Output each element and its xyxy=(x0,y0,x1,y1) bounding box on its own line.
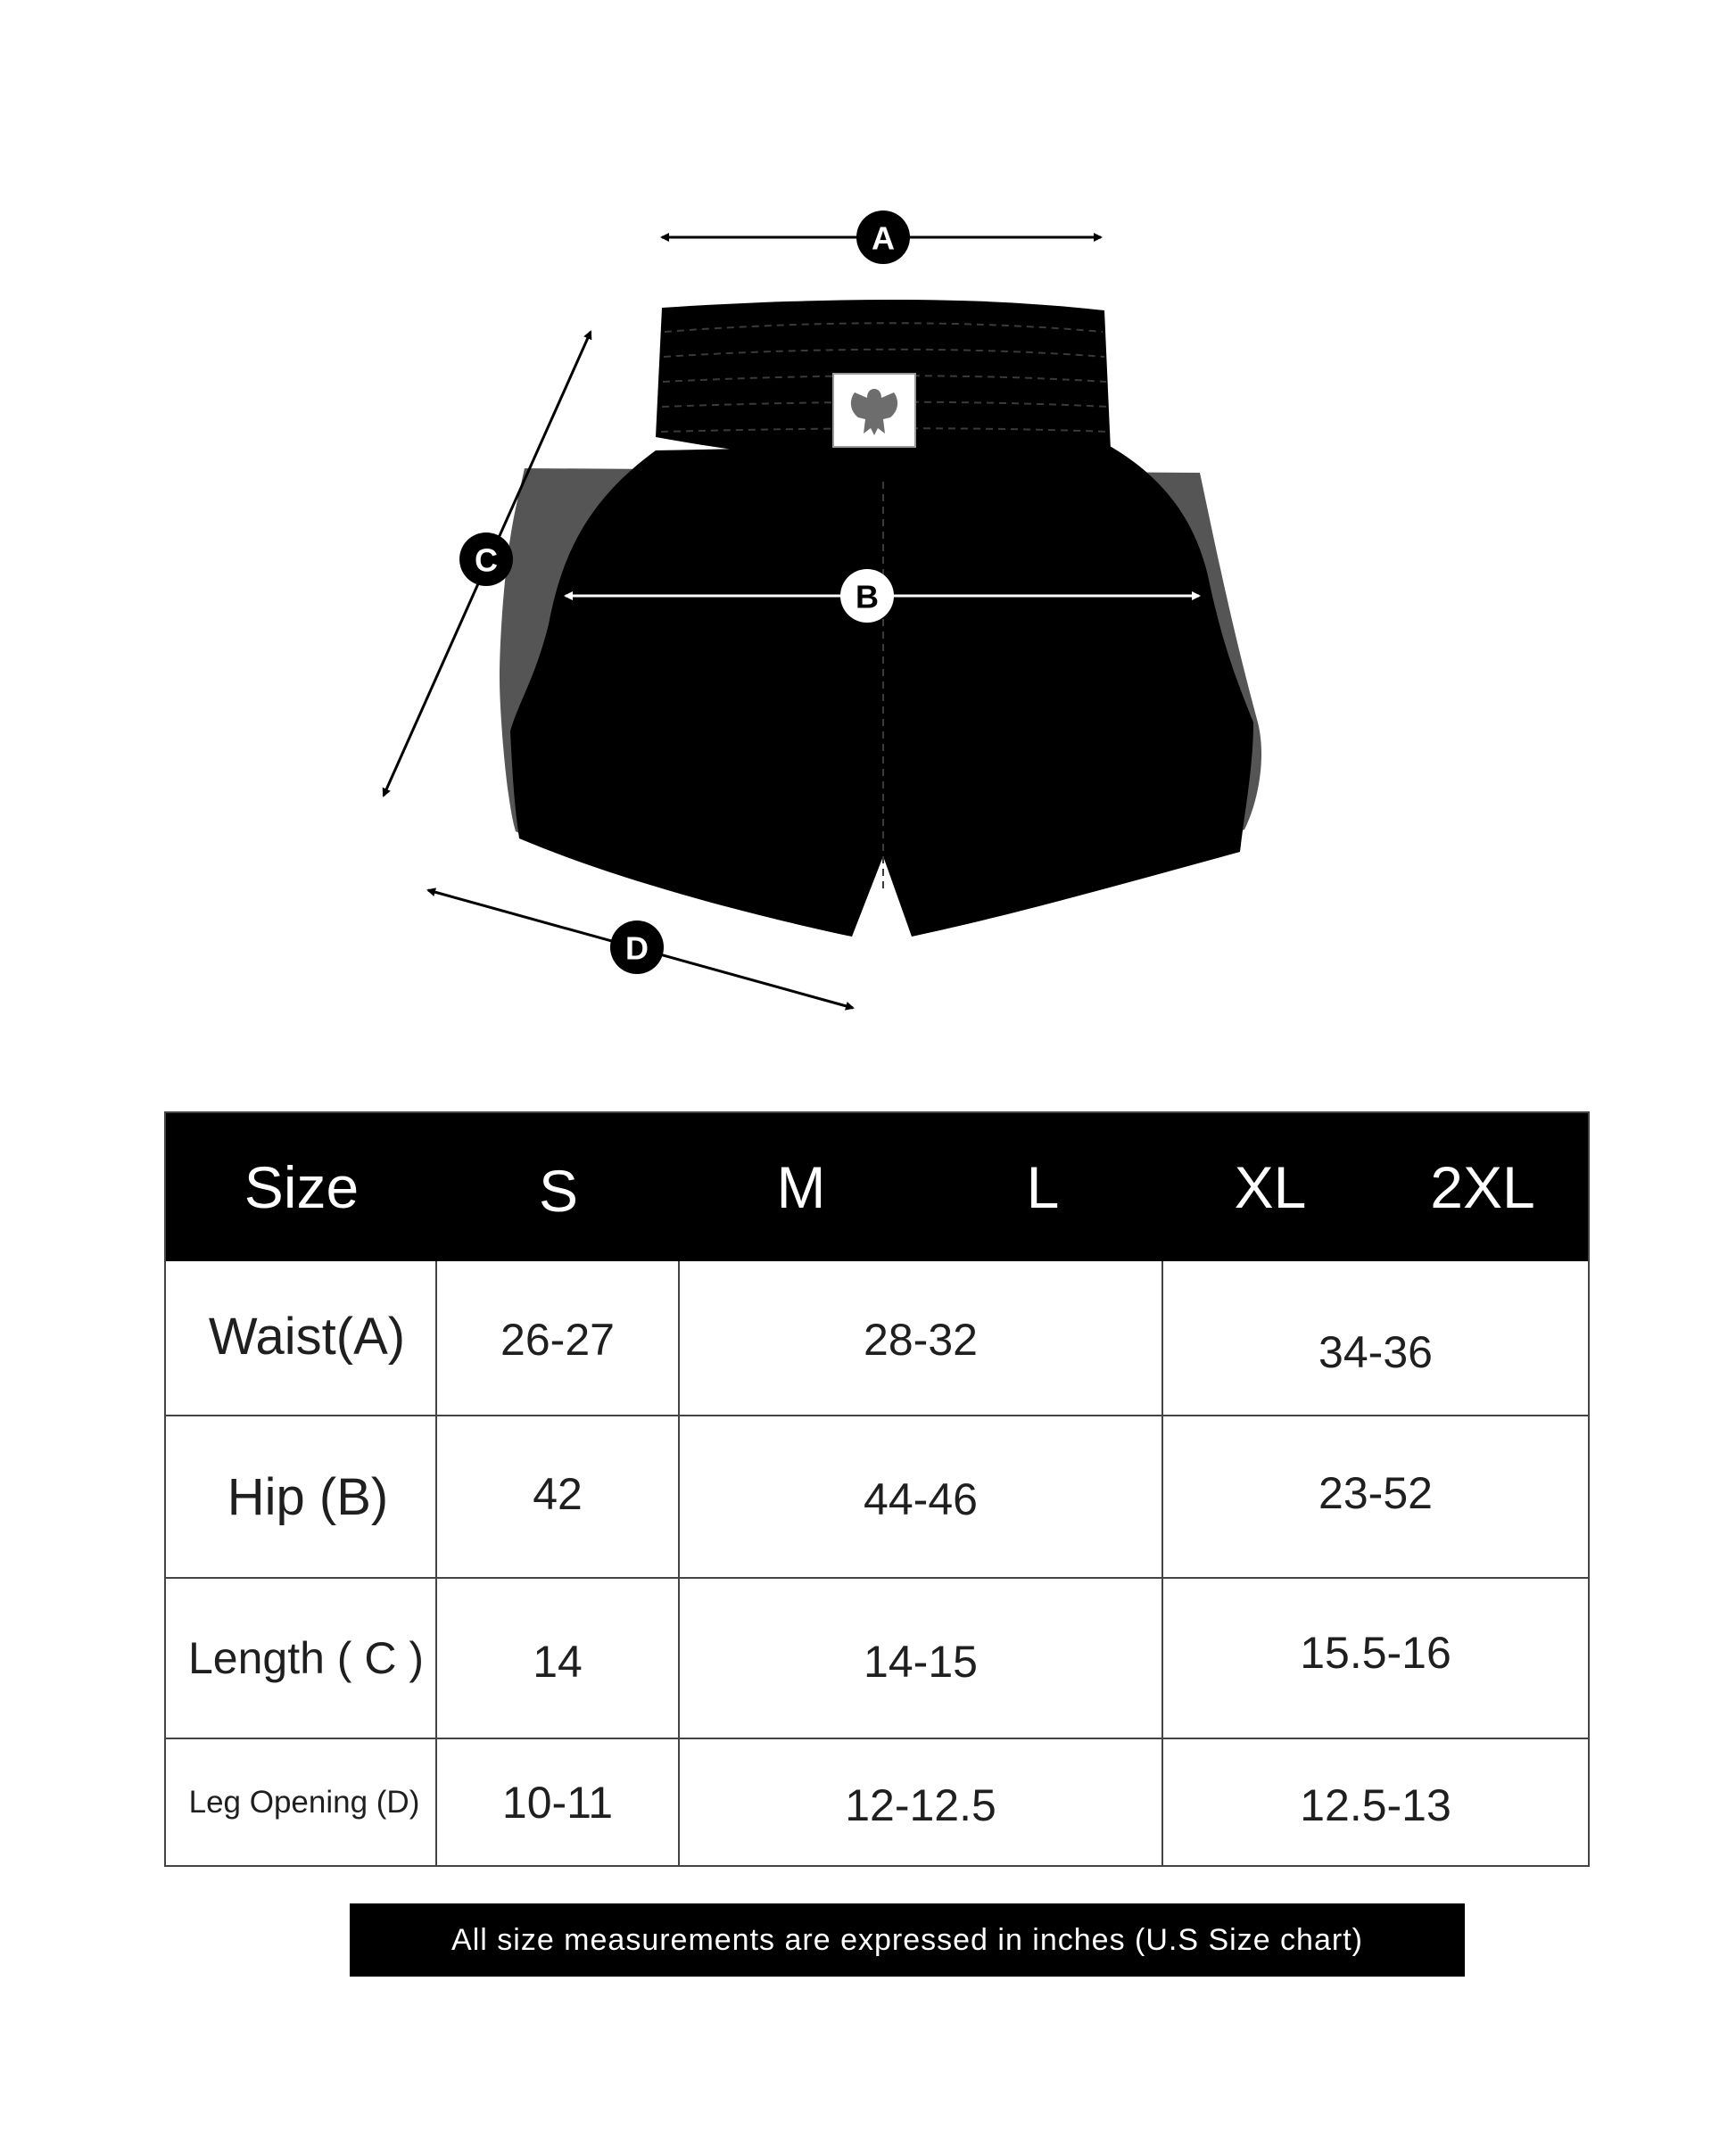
label-a: A xyxy=(872,219,895,257)
cell-hip-s: 42 xyxy=(533,1469,583,1519)
measure-arrow-a xyxy=(662,211,1101,264)
size-table xyxy=(164,1111,1590,1867)
cell-length-xl-2xl: 15.5-16 xyxy=(1300,1628,1451,1678)
header-m: M xyxy=(776,1154,826,1220)
header-l: L xyxy=(1026,1154,1060,1220)
header-xl: XL xyxy=(1234,1154,1307,1220)
cell-length-m-l: 14-15 xyxy=(864,1637,978,1687)
row-label-leg-opening: Leg Opening (D) xyxy=(188,1785,420,1820)
label-c: C xyxy=(475,541,498,579)
row-label-waist: Waist(A) xyxy=(208,1307,406,1366)
footnote-bar xyxy=(350,1903,1465,1977)
row-label-hip: Hip (B) xyxy=(227,1467,389,1526)
shorts-diagram xyxy=(0,0,1736,1053)
footnote-text: All size measurements are expressed in inches (U.S Size chart) xyxy=(451,1922,1363,1957)
header-s: S xyxy=(538,1158,579,1224)
label-d: D xyxy=(625,929,649,967)
cell-waist-m-l: 28-32 xyxy=(864,1315,978,1365)
cell-leg-xl-2xl: 12.5-13 xyxy=(1300,1780,1451,1830)
cell-length-s: 14 xyxy=(533,1637,583,1687)
cell-hip-xl-2xl: 23-52 xyxy=(1319,1468,1433,1518)
header-size: Size xyxy=(244,1154,360,1220)
table-header-row xyxy=(166,1113,1588,1261)
header-2xl: 2XL xyxy=(1430,1154,1535,1220)
cell-waist-s: 26-27 xyxy=(500,1315,615,1365)
cell-leg-s: 10-11 xyxy=(501,1778,614,1828)
label-b: B xyxy=(856,578,879,615)
row-label-length: Length ( C ) xyxy=(187,1633,424,1683)
cell-waist-xl-2xl: 34-36 xyxy=(1319,1327,1433,1377)
cell-hip-m-l: 44-46 xyxy=(864,1474,978,1524)
eagle-logo-patch xyxy=(833,374,915,447)
shorts-body xyxy=(510,442,1253,937)
cell-leg-m-l: 12-12.5 xyxy=(845,1780,996,1830)
